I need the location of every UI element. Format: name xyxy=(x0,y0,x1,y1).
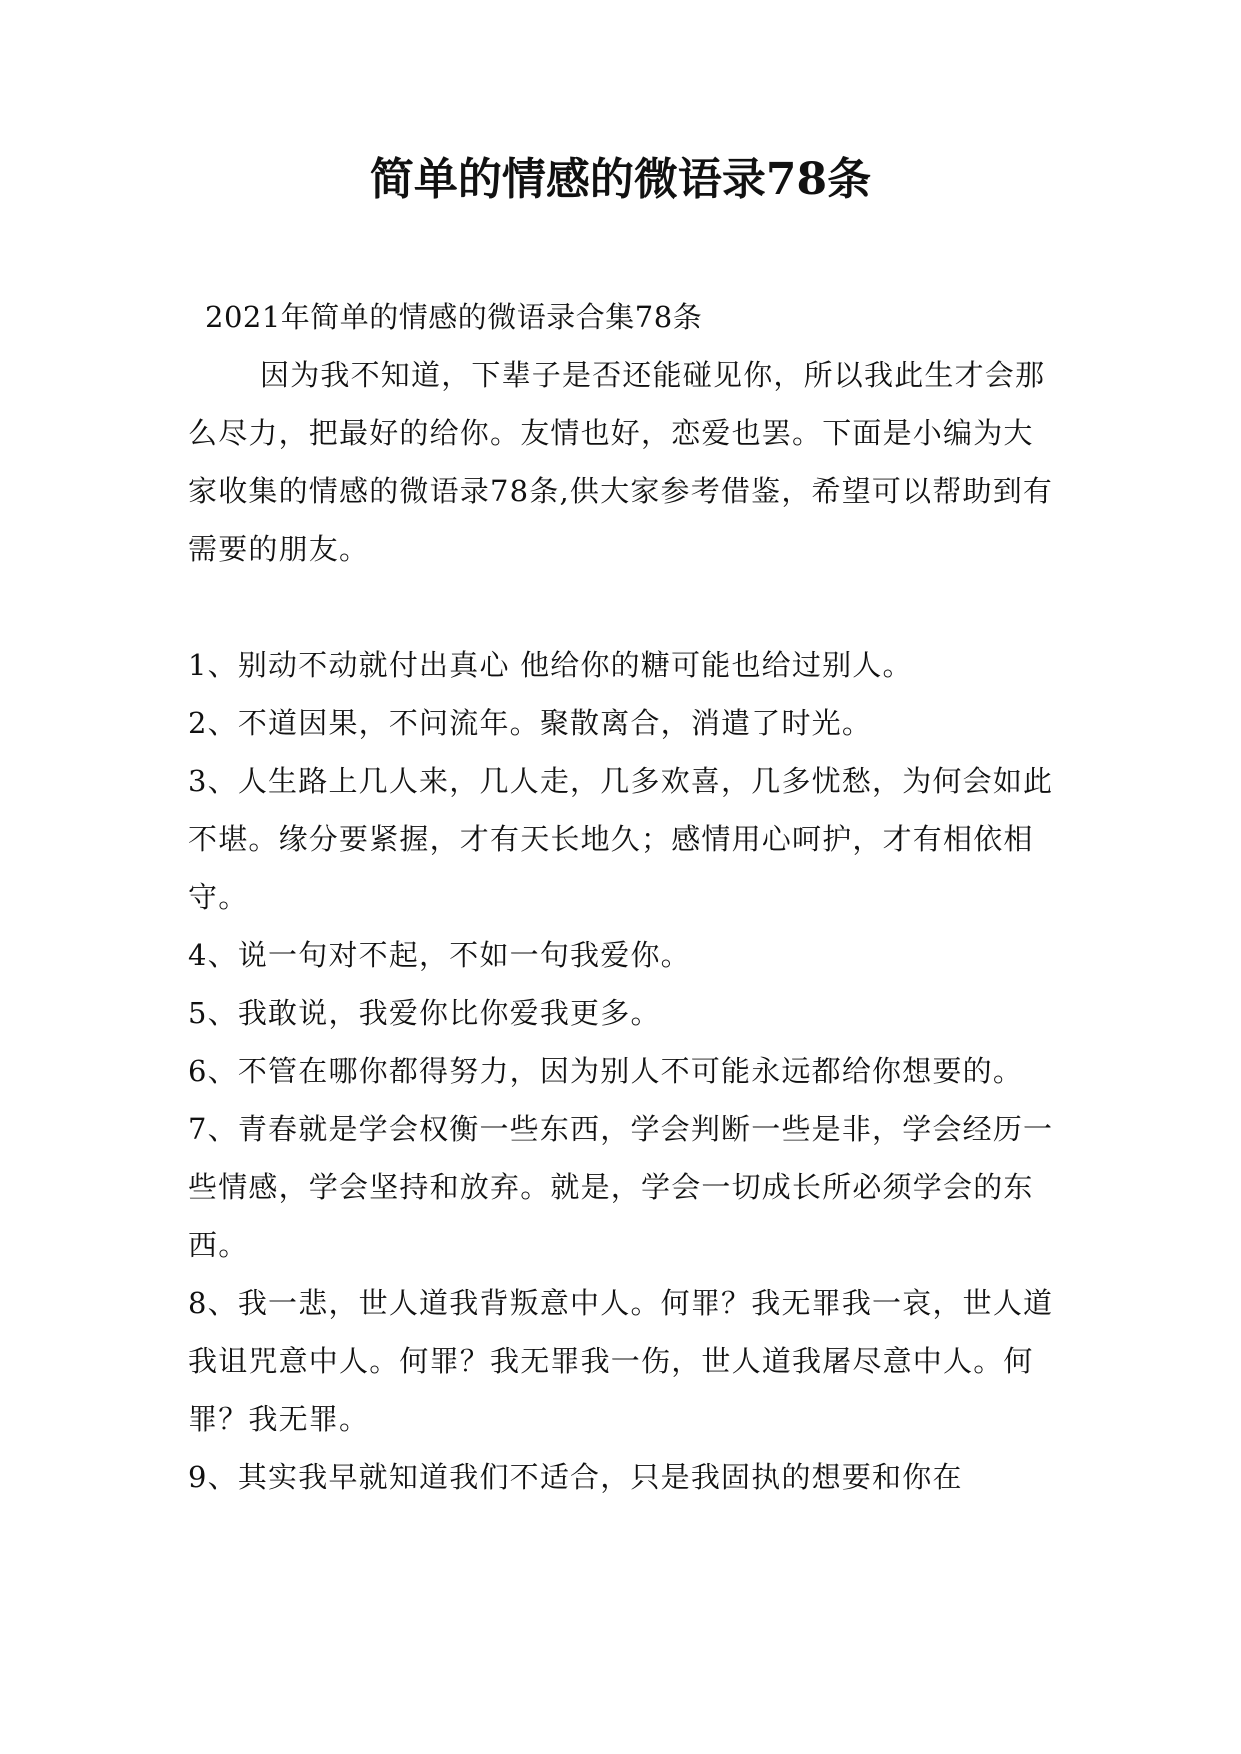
list-item: 2、不道因果，不问流年。聚散离合，消遣了时光。 xyxy=(188,706,873,740)
list-item: 7、青春就是学会权衡一些东西，学会判断一些是非，学会经历一些情感，学会坚持和放弃。就是，学会一切成长所必须学会的东西。 xyxy=(188,1112,1054,1262)
list-item: 3、人生路上几人来，几人走，几多欢喜，几多忧愁，为何会如此不堪。缘分要紧握，才有天长地久；感情用心呵护，才有相依相守。 xyxy=(188,764,1054,914)
intro-text: 因为我不知道，下辈子是否还能碰见你，所以我此生才会那么尽力，把最好的给你。友情也好，恋爱也罢。下面是小编为大家收集的情感的微语录78条,供大家参考借鉴，希望可以帮助到有需要的朋友。 xyxy=(188,358,1054,566)
list-item: 1、别动不动就付出真心 他给你的糖可能也给过别人。 xyxy=(188,648,913,682)
list-item: 6、不管在哪你都得努力，因为别人不可能永远都给你想要的。 xyxy=(188,1054,1024,1088)
document-title: 简单的情感的微语录78条 xyxy=(369,154,872,205)
intro-paragraph xyxy=(188,346,1060,578)
document-subtitle: 2021年简单的情感的微语录合集78条 xyxy=(205,300,703,334)
list-item: 4、说一句对不起，不如一句我爱你。 xyxy=(188,938,691,972)
list-item: 9、其实我早就知道我们不适合，只是我固执的想要和你在 xyxy=(188,1460,963,1494)
list-item: 5、我敢说，我爱你比你爱我更多。 xyxy=(188,996,661,1030)
list-item: 8、我一悲，世人道我背叛意中人。何罪？我无罪我一哀，世人道我诅咒意中人。何罪？我无罪我一伤，世人道我屠尽意中人。何罪？我无罪。 xyxy=(188,1286,1054,1436)
quote-list xyxy=(188,636,1060,1506)
